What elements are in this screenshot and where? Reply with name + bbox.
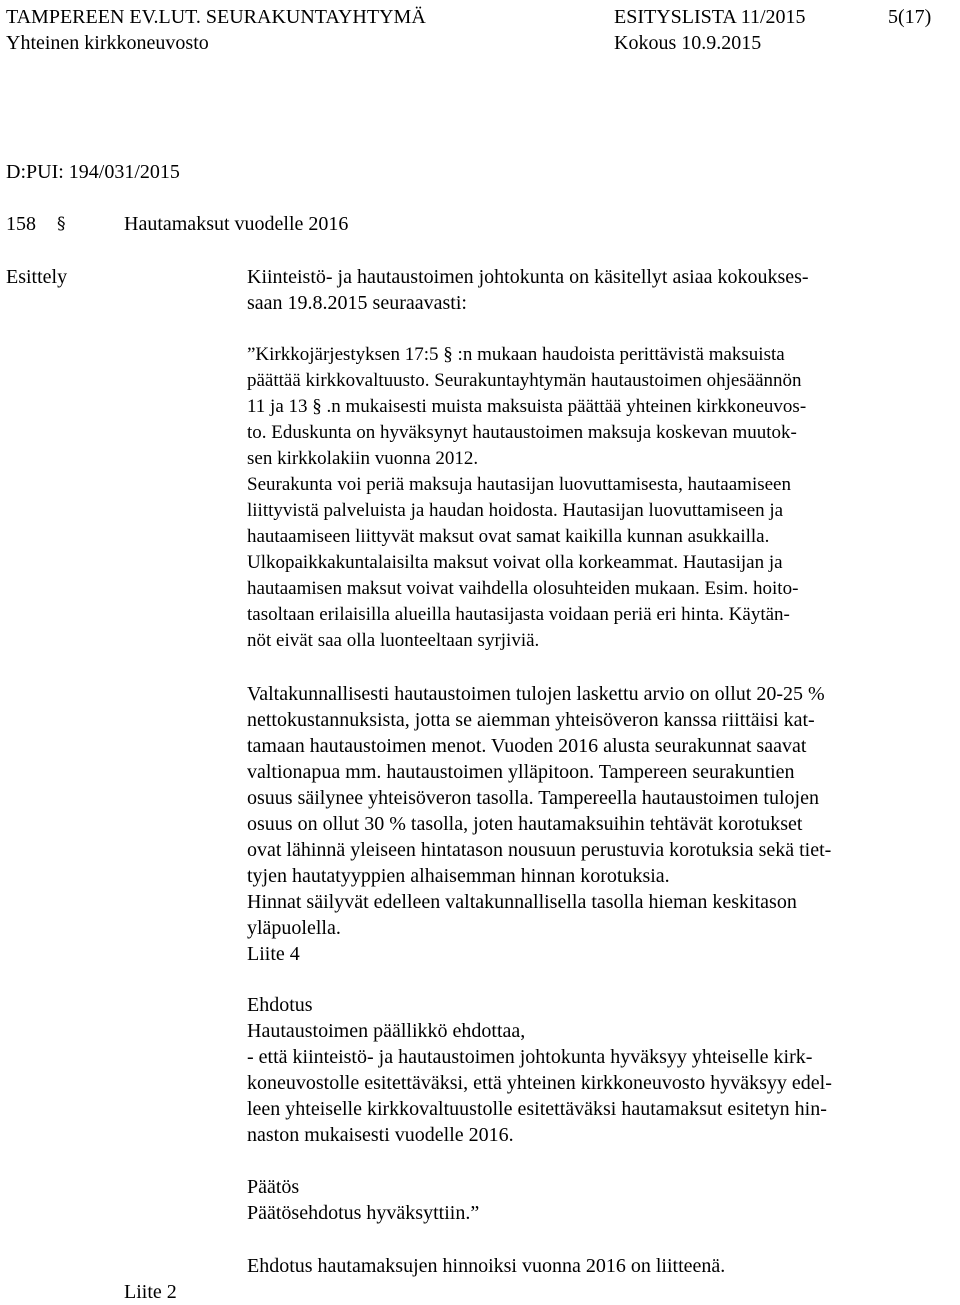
ehdotus-section [247, 992, 832, 1148]
ehdotus-line: Hautaustoimen päällikkö ehdottaa, [247, 1020, 526, 1042]
paragraph-line: tamaan hautaustoimen menot. Vuoden 2016 alusta seurakunnat saavat [247, 735, 807, 757]
paragraph-line: Valtakunnallisesti hautaustoimen tulojen laskettu arvio on ollut 20-25 % [247, 683, 825, 705]
paragraph-line: valtionapua mm. hautaustoimen ylläpitoon. Tampereen seurakuntien [247, 761, 795, 783]
valtakunnallisesti-paragraph [247, 681, 831, 967]
header-page-number: 5(17) [888, 6, 932, 28]
quote-line: Ulkopaikkakuntalaisilta maksut voivat olla korkeammat. Hautasijan ja [247, 552, 783, 573]
section-title: Hautamaksut vuodelle 2016 [124, 213, 349, 235]
ehdotus-heading: Ehdotus [247, 994, 313, 1016]
proposal-attachment-note: Ehdotus hautamaksujen hinnoiksi vuonna 2016 on liitteenä. [247, 1255, 726, 1277]
quote-block [247, 342, 806, 654]
quote-line: päättää kirkkovaltuusto. Seurakuntayhtymän hautaustoimen ohjesäännön [247, 370, 802, 391]
ehdotus-line: - että kiinteistö- ja hautaustoimen johtokunta hyväksyy yhteiselle kirk- [247, 1046, 813, 1068]
record-reference: D:PUI: 194/031/2015 [6, 161, 180, 183]
quote-line: ”Kirkkojärjestyksen 17:5 § :n mukaan haudoista perittävistä maksuista [247, 344, 785, 365]
section-number: 158 [6, 213, 36, 235]
paragraph-line: osuus on ollut 30 % tasolla, joten hautamaksuihin tehtävät korotukset [247, 813, 803, 835]
header-meeting-date: Kokous 10.9.2015 [614, 32, 762, 54]
esittely-intro-line: Kiinteistö- ja hautaustoimen johtokunta on käsitellyt asiaa kokoukses- [247, 266, 809, 288]
paragraph-line: ovat lähinnä yleiseen hintatason nousuun perustuvia korotuksia sekä tiet- [247, 839, 832, 861]
header-agenda-number: ESITYSLISTA 11/2015 [614, 6, 806, 28]
attachment-label: Liite 2 [124, 1281, 177, 1303]
ehdotus-line: leen yhteiselle kirkkovaltuustolle esitettäväksi hautamaksut esitetyn hin- [247, 1098, 827, 1120]
quote-line: nöt eivät saa olla luonteeltaan syrjiviä. [247, 630, 540, 651]
ehdotus-line: naston mukaisesti vuodelle 2016. [247, 1124, 514, 1146]
paatos-text: Päätösehdotus hyväksyttiin.” [247, 1202, 480, 1224]
ehdotus-line: koneuvostolle esitettäväksi, että yhteinen kirkkoneuvosto hyväksyy edel- [247, 1072, 832, 1094]
quote-line: Seurakunta voi periä maksuja hautasijan luovuttamisesta, hautaamiseen [247, 474, 791, 495]
paragraph-line: Hinnat säilyvät edelleen valtakunnallisella tasolla hieman keskitason [247, 891, 797, 913]
paragraph-line: nettokustannuksista, jotta se aiemman yhteisöveron kanssa riittäisi kat- [247, 709, 815, 731]
header-body-name: Yhteinen kirkkoneuvosto [6, 32, 209, 54]
paragraph-line: osuus säilynee yhteisöveron tasolla. Tampereella hautaustoimen tulojen [247, 787, 819, 809]
section-sign: § [57, 214, 66, 234]
header-organization: TAMPEREEN EV.LUT. SEURAKUNTAYHTYMÄ [6, 6, 426, 28]
paatos-section [247, 1174, 479, 1226]
paragraph-line: yläpuolella. [247, 917, 341, 939]
esittely-label: Esittely [6, 266, 68, 288]
quote-line: hautaamiseen liittyvät maksut ovat samat kaikilla kunnan asukkailla. [247, 526, 770, 547]
quote-line: to. Eduskunta on hyväksynyt hautaustoimen maksuja koskevan muutok- [247, 422, 797, 443]
esittely-intro-line: saan 19.8.2015 seuraavasti: [247, 292, 467, 314]
quote-line: 11 ja 13 § .n mukaisesti muista maksuista päättää yhteinen kirkkoneuvos- [247, 396, 807, 417]
paragraph-line: tyjen hautatyyppien alhaisemman hinnan korotuksia. [247, 865, 670, 887]
quote-line: tasoltaan erilaisilla alueilla hautasijasta voidaan periä eri hinta. Käytän- [247, 604, 790, 625]
quote-line: hautaamisen maksut voivat vaihdella olosuhteiden mukaan. Esim. hoito- [247, 578, 799, 599]
quote-line: liittyvistä palveluista ja haudan hoidosta. Hautasijan luovuttamiseen ja [247, 500, 784, 521]
paatos-heading: Päätös [247, 1176, 300, 1198]
quote-line: sen kirkkolakiin vuonna 2012. [247, 448, 479, 469]
attachment-reference: Liite 4 [247, 943, 300, 965]
